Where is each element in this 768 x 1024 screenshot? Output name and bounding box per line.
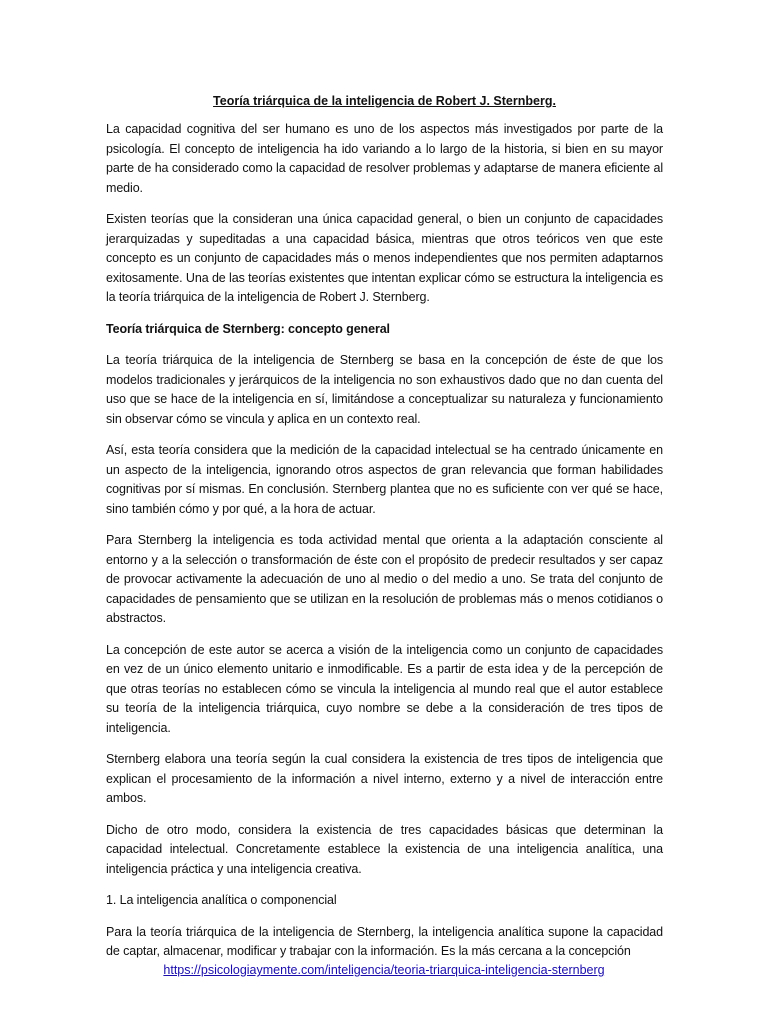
- paragraph-capacities: Dicho de otro modo, considera la existencia de tres capacidades básicas que determinan la capacidad intelectual. Concretamente establece la existencia de una inteligencia analítica, una inteligencia práctica y una inteligencia creativa.: [106, 822, 663, 876]
- source-link[interactable]: https://psicologiaymente.com/inteligencia/teoria-triarquica-inteligencia-sternberg: [163, 963, 605, 977]
- paragraph-three-types: Sternberg elabora una teoría según la cual considera la existencia de tres tipos de inteligencia que explican el procesamiento de la información a nivel interno, externo y a nivel de interacción entre ambos.: [106, 752, 663, 805]
- section-heading-concept: Teoría triárquica de Sternberg: concepto general: [106, 321, 390, 336]
- footer: [0, 961, 768, 979]
- paragraph-basis: La teoría triárquica de la inteligencia de Sternberg se basa en la concepción de éste de que los modelos tradicionales y jerárquicos de la inteligencia no son exhaustivos dado que no dan cuenta del uso que se hace de la inteligencia en sí, limitándose a conceptualizar su naturaleza y funcionamiento sin observar cómo se vincula y aplica en un contexto real.: [106, 353, 663, 426]
- paragraph-measurement: Así, esta teoría considera que la medición de la capacidad intelectual se ha centrado únicamente en un aspecto de la inteligencia, ignorando otros aspectos de gran relevancia que forman habilidades cognitivas por sí mismas. En conclusión. Sternberg plantea que no es suficiente con ver qué se hace, sino también cómo y por qué, a la hora de actuar.: [106, 443, 663, 516]
- paragraph-conception: La concepción de este autor se acerca a visión de la inteligencia como un conjunto de capacidades en vez de un único elemento unitario e inmodificable. Es a partir de esta idea y de la percepción de que otras teorías no establecen cómo se vincula la inteligencia al mundo real que el autor establece su teoría de la inteligencia triárquica, cuyo nombre se debe a la consideración de tres tipos de inteligencia.: [106, 642, 663, 735]
- document-title: Teoría triárquica de la inteligencia de Robert J. Sternberg.: [213, 94, 556, 108]
- paragraph-definition: Para Sternberg la inteligencia es toda actividad mental que orienta a la adaptación consciente al entorno y a la selección o transformación de éste con el propósito de predecir resultados y ser capaz de provocar activamente la adecuación de uno al medio o del medio a uno. Se trata del conjunto de capacidades de pensamiento que se utilizan en la resolución de problemas más o menos cotidianos o abstractos.: [106, 533, 663, 625]
- paragraph-intro: La capacidad cognitiva del ser humano es uno de los aspectos más investigados por parte de la psicología. El concepto de inteligencia ha ido variando a lo largo de la historia, si bien en su mayor parte de ha considerado como la capacidad de resolver problemas y adaptarse de manera eficiente al medio.: [106, 122, 663, 195]
- paragraph-analytic: Para la teoría triárquica de la inteligencia de Sternberg, la inteligencia analítica supone la capacidad de captar, almacenar, modificar y trabajar con la información. Es la más cercana a la concepción: [106, 924, 663, 958]
- paragraph-theories: Existen teorías que la consideran una única capacidad general, o bien un conjunto de capacidades jerarquizadas y supeditadas a una capacidad básica, mientras que otros teóricos ven que este concepto es un conjunto de capacidades más o menos independientes que nos permiten adaptarnos exitosamente. Una de las teorías existentes que intentan explicar cómo se estructura la inteligencia es la teoría triárquica de la inteligencia de Robert J. Sternberg.: [106, 212, 663, 304]
- section-heading-analytic: 1. La inteligencia analítica o componencial: [106, 893, 337, 907]
